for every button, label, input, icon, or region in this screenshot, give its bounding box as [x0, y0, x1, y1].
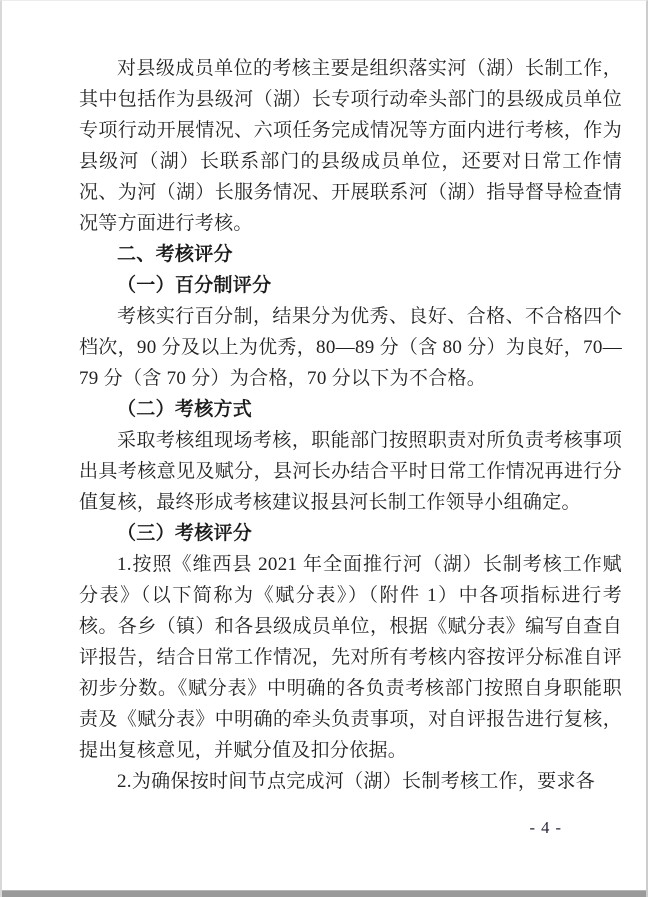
section-heading: （一）百分制评分	[117, 275, 272, 296]
paragraph: 1.按照《维西县 2021 年全面推行河（湖）长制考核工作赋分表》（以下简称为《赋分表》）（附件 1）中各项指标进行考核。各乡（镇）和各县级成员单位，根据《赋分表》编写自查自评报告，结合日常工作情况，先对所有考核内容按评分标准自评初步分数。《赋分表》中明确的各负责考核部门按照自身职能职责及《赋分表》中明确的牵头负责事项，对自评报告进行复核，提出复核意见，并赋分值及扣分依据。	[79, 554, 622, 761]
page-number: - 4 -	[529, 818, 562, 837]
paragraph: 考核实行百分制，结果分为优秀、良好、合格、不合格四个档次，90 分及以上为优秀，80—89 分（含 80 分）为良好，70—79 分（含 70 分）为合格，70 分以下为不合格。	[79, 306, 622, 389]
paragraph: 采取考核组现场考核，职能部门按照职责对所负责考核事项出具考核意见及赋分，县河长办结合平时日常工作情况再进行分值复核，最终形成考核建议报县河长制工作领导小组确定。	[79, 430, 622, 513]
paragraph: 对县级成员单位的考核主要是组织落实河（湖）长制工作，其中包括作为县级河（湖）长专项行动牵头部门的县级成员单位专项行动开展情况、六项任务完成情况等方面内进行考核，作为县级河（湖）长联系部门的县级成员单位，还要对日常工作情况、为河（湖）长服务情况、开展联系河（湖）指导督导检查情况等方面进行考核。	[79, 58, 622, 234]
paragraph: 2.为确保按时间节点完成河（湖）长制考核工作，要求各	[117, 771, 596, 792]
section-heading: （二）考核方式	[117, 399, 253, 420]
document-content	[79, 53, 622, 797]
page-bottom-edge	[2, 890, 646, 897]
section-heading: 二、考核评分	[117, 244, 233, 265]
section-heading: （三）考核评分	[117, 523, 253, 544]
